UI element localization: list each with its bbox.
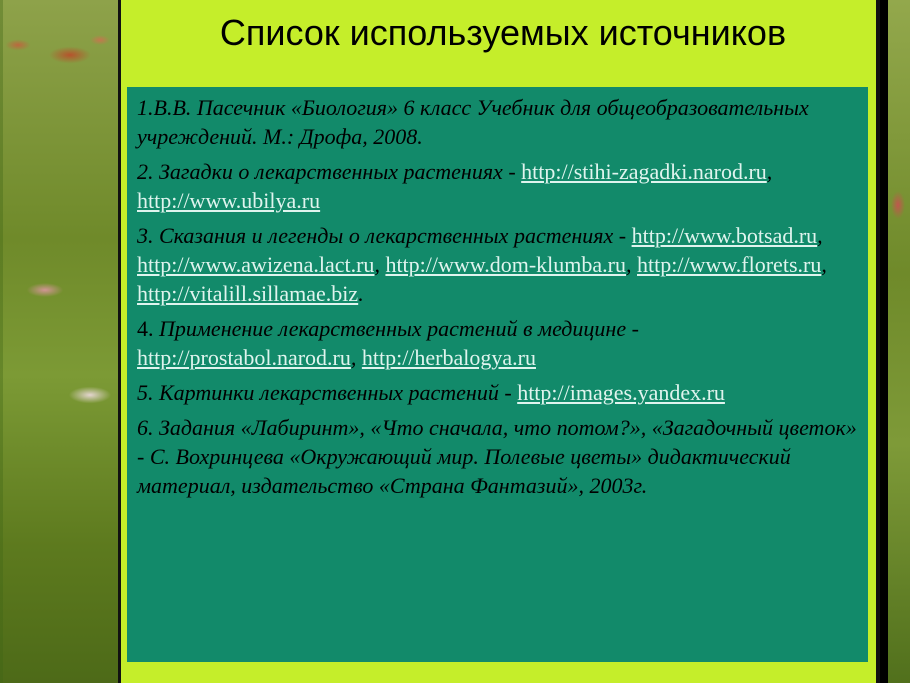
link-florets[interactable]: http://www.florets.ru xyxy=(637,252,822,277)
source-3-suffix: . xyxy=(358,281,364,306)
source-3-text: 3. Сказания и легенды о лекарственных растениях - xyxy=(137,223,632,248)
source-4-number: 4. xyxy=(137,316,159,341)
sources-list xyxy=(127,87,868,662)
flower-photo-right xyxy=(888,0,910,683)
link-images-yandex[interactable]: http://images.yandex.ru xyxy=(517,380,725,405)
link-herbalogya[interactable]: http://herbalogya.ru xyxy=(361,345,536,370)
source-entry-6 xyxy=(137,413,860,500)
source-6-text: 6. Задания «Лабиринт», «Что сначала, что потом?», «Загадочный цветок» - С. Вохринцева «Окружающий мир. Полевые цветы» дидактический материал, издательство «Страна Фантазий», 2003г. xyxy=(137,415,857,498)
source-entry-5 xyxy=(137,378,860,407)
source-2-text: 2. Загадки о лекарственных растениях - xyxy=(137,159,522,184)
source-entry-2: 2. Загадки о лекарственных растениях - http://stihi-zagadki.narod.ru, http://www.ubilya.ru xyxy=(137,159,773,213)
flower-photo-left xyxy=(0,0,118,683)
link-dom-klumba[interactable]: http://www.dom-klumba.ru xyxy=(385,252,626,277)
link-vitalill[interactable]: http://vitalill.sillamae.biz xyxy=(137,281,359,306)
source-1-text: 1.В.В. Пасечник «Биология» 6 класс Учебник для общеобразовательных учреждений. М.: Дрофа, 2008. xyxy=(137,95,809,149)
source-4-text: Применение лекарственных растений в медицине - xyxy=(159,316,639,341)
link-prostabol[interactable]: http://prostabol.narod.ru xyxy=(137,345,351,370)
link-ubilya[interactable]: http://www.ubilya.ru xyxy=(137,188,321,213)
source-entry-3: 3. Сказания и легенды о лекарственных растениях - http://www.botsad.ru, http://www.awizena.lact.ru, http://www.dom-klumba.ru, http://www.florets.ru, http://vitalill.sillamae.biz. xyxy=(137,223,827,306)
link-botsad[interactable]: http://www.botsad.ru xyxy=(631,223,818,248)
slide-title: Список используемых источников xyxy=(219,12,787,53)
source-5-text: 5. Картинки лекарственных растений - xyxy=(137,380,518,405)
link-stihi-zagadki[interactable]: http://stihi-zagadki.narod.ru xyxy=(521,159,767,184)
source-entry-1 xyxy=(137,93,860,151)
link-awizena[interactable]: http://www.awizena.lact.ru xyxy=(137,252,375,277)
source-entry-4: 4. Применение лекарственных растений в медицине - http://prostabol.narod.ru, http://herbalogya.ru xyxy=(137,316,639,370)
